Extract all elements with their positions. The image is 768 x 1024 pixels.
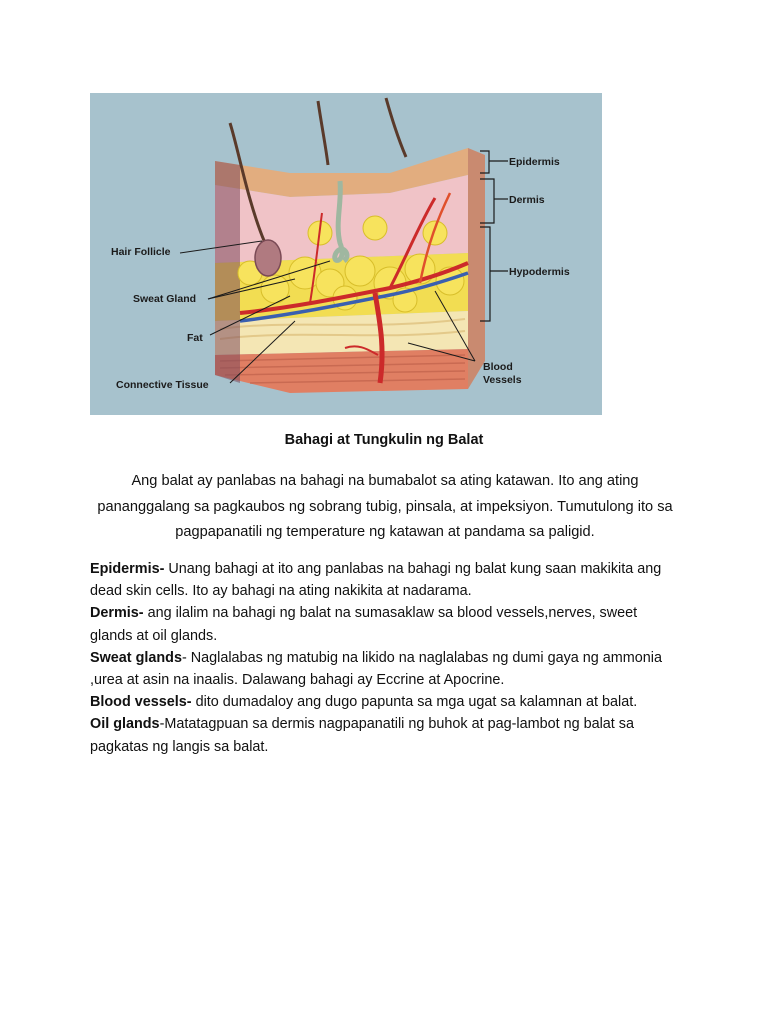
- blood-vessels-label-line1: Blood: [483, 361, 513, 373]
- definition-text: - Naglalabas ng matubig na likido na naglalabas ng dumi gaya ng ammonia ,urea at asin na inaalis. Dalawang bahagi ay Eccrine at Apocrine.: [90, 649, 662, 689]
- definition-text: ang ilalim na bahagi ng balat na sumasaklaw sa blood vessels,nerves, sweet glands at oil glands.: [90, 605, 638, 644]
- hair-follicle-bulb: [255, 240, 281, 276]
- skin-diagram: [90, 93, 602, 415]
- block-left-section: [215, 161, 240, 383]
- page-title: Bahagi at Tungkulin ng Balat: [284, 432, 484, 448]
- epidermis-label: Epidermis: [509, 156, 560, 168]
- definition-sweat-glands: [90, 647, 680, 691]
- definition-text: dito dumadaloy ang dugo papunta sa mga ugat sa kalamnan at balat.: [191, 694, 638, 711]
- hair-follicle-label: Hair Follicle: [111, 246, 171, 258]
- definition-term: Blood vessels-: [90, 694, 192, 711]
- skin-diagram-svg: [90, 93, 602, 415]
- definition-term: Epidermis-: [90, 561, 165, 577]
- definition-term: Oil glands: [90, 716, 160, 733]
- intro-paragraph: Ang balat ay panlabas na bahagi na bumabalot sa ating katawan. Ito ang ating pananggalang sa pagkaubos ng sobrang tubig, pinsala, at impeksiyon. Tumutulong ito sa pagpapanatili ng temperature ng katawan at pandama sa paligid.: [97, 473, 673, 540]
- definition-text: Unang bahagi at ito ang panlabas na bahagi ng balat kung saan makikita ang dead skin cells. Ito ay bahagi na ating nakikita at nadarama.: [90, 561, 662, 600]
- definition-blood-vessels: [90, 691, 680, 713]
- definition-epidermis: [90, 558, 680, 602]
- hypodermis-label: Hypodermis: [509, 266, 570, 278]
- blood-vessels-label-line2: Vessels: [483, 374, 522, 386]
- fat-label: Fat: [187, 332, 203, 344]
- definition-oil-glands: [90, 713, 680, 757]
- definition-dermis: [90, 602, 680, 646]
- definitions-list: [90, 558, 680, 758]
- sweat-gland-label: Sweat Gland: [133, 293, 197, 305]
- dermis-label: Dermis: [509, 194, 545, 206]
- definition-term: Dermis-: [90, 605, 144, 622]
- connective-tissue-label: Connective Tissue: [116, 379, 209, 391]
- definition-term: Sweat glands: [90, 649, 182, 666]
- definition-text: -Matatagpuan sa dermis nagpapanatili ng buhok at pag-lambot ng balat sa pagkatas ng langis sa balat.: [90, 716, 634, 755]
